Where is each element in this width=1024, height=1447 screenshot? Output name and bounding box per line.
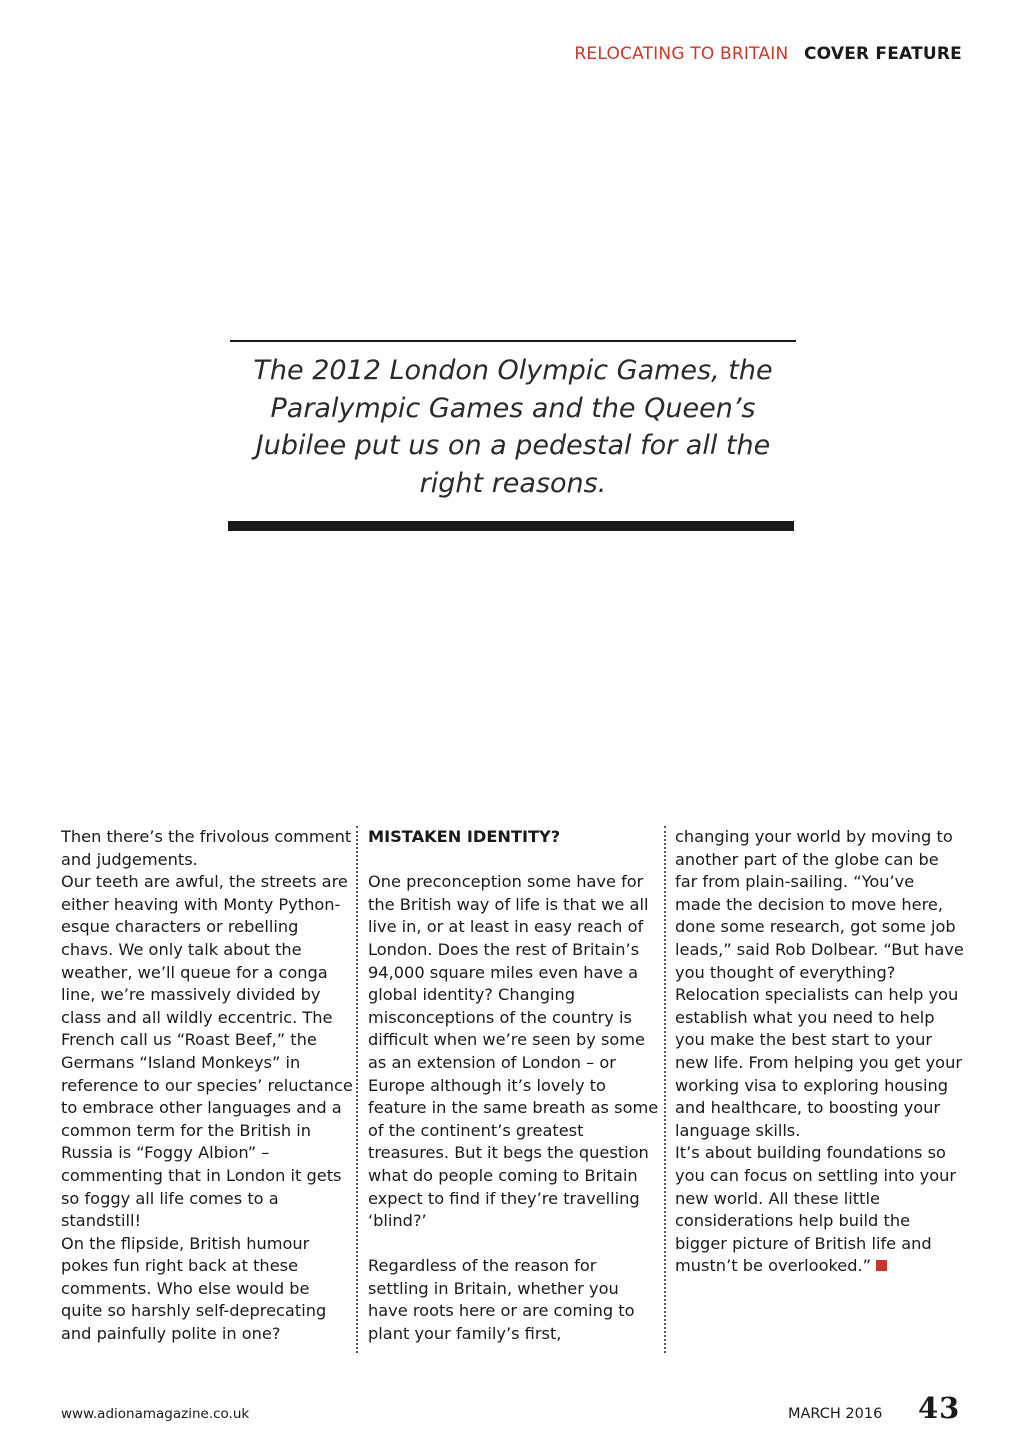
article-column-1 <box>61 826 353 1346</box>
footer-url: www.adionamagazine.co.uk <box>61 1406 250 1422</box>
footer-date: MARCH 2016 <box>788 1406 883 1422</box>
running-header <box>574 44 962 64</box>
pull-quote <box>230 340 796 502</box>
paragraph: changing your world by moving to another part of the globe can be far from plain-sailing. “You’ve made the decision to move here, done some research, got some job leads,” said Rob Dolbear. “But have you thought of everything? Relocation specialists can help you establish what you need to help you make the best start to your new life. From helping you get your working visa to exploring housing and healthcare, to boosting your language skills. <box>675 827 964 1140</box>
page-number: 43 <box>918 1391 961 1425</box>
feature-label: COVER FEATURE <box>803 44 962 64</box>
article-column-3 <box>675 826 965 1278</box>
pull-quote-top-rule <box>230 340 796 342</box>
column-divider <box>664 826 666 1353</box>
paragraph: One preconception some have for the British way of life is that we all live in, or at least in easy reach of London. Does the rest of Britain’s 94,000 square miles even have a global identity? Changing misconceptions of the country is difficult when we’re seen by some as an extension of London – or Europe although it’s lovely to feature in the same breath as some of the continent’s greatest treasures. But it begs the question what do people coming to Britain expect to find if they’re travelling ‘blind?’ <box>368 872 659 1231</box>
pull-quote-text: The 2012 London Olympic Games, the Paralympic Games and the Queen’s Jubilee put us on a pedestal for all the right reasons. <box>253 355 773 499</box>
subheading: MISTAKEN IDENTITY? <box>368 827 561 846</box>
paragraph: Regardless of the reason for settling in Britain, whether you have roots here or are coming to plant your family’s first, <box>368 1256 635 1344</box>
paragraph: Our teeth are awful, the streets are either heaving with Monty Python-esque characters or rebelling chavs. We only talk about the weather, we’ll queue for a conga line, we’re massively divided by class and all wildly eccentric. The French call us “Roast Beef,” the Germans “Island Monkeys” in reference to our species’ reluctance to embrace other languages and a common term for the British in Russia is “Foggy Albion” – commenting that in London it gets so foggy all life comes to a standstill! <box>61 872 353 1231</box>
section-label: RELOCATING TO BRITAIN <box>574 44 789 64</box>
end-of-article-icon <box>876 1260 887 1271</box>
pull-quote-bottom-rule <box>228 521 794 531</box>
paragraph-last <box>675 1142 965 1278</box>
paragraph: On the flipside, British humour pokes fun right back at these comments. Who else would be quite so harshly self-deprecating and painfully polite in one? <box>61 1233 327 1344</box>
paragraph-last-text: It’s about building foundations so you can focus on settling into your new world. All these little considerations help build the bigger picture of British life and mustn’t be overlooked.” <box>675 1143 957 1276</box>
paragraph: Then there’s the frivolous comment and judgements. <box>61 827 352 869</box>
column-divider <box>356 826 358 1353</box>
article-column-2 <box>368 826 660 1346</box>
